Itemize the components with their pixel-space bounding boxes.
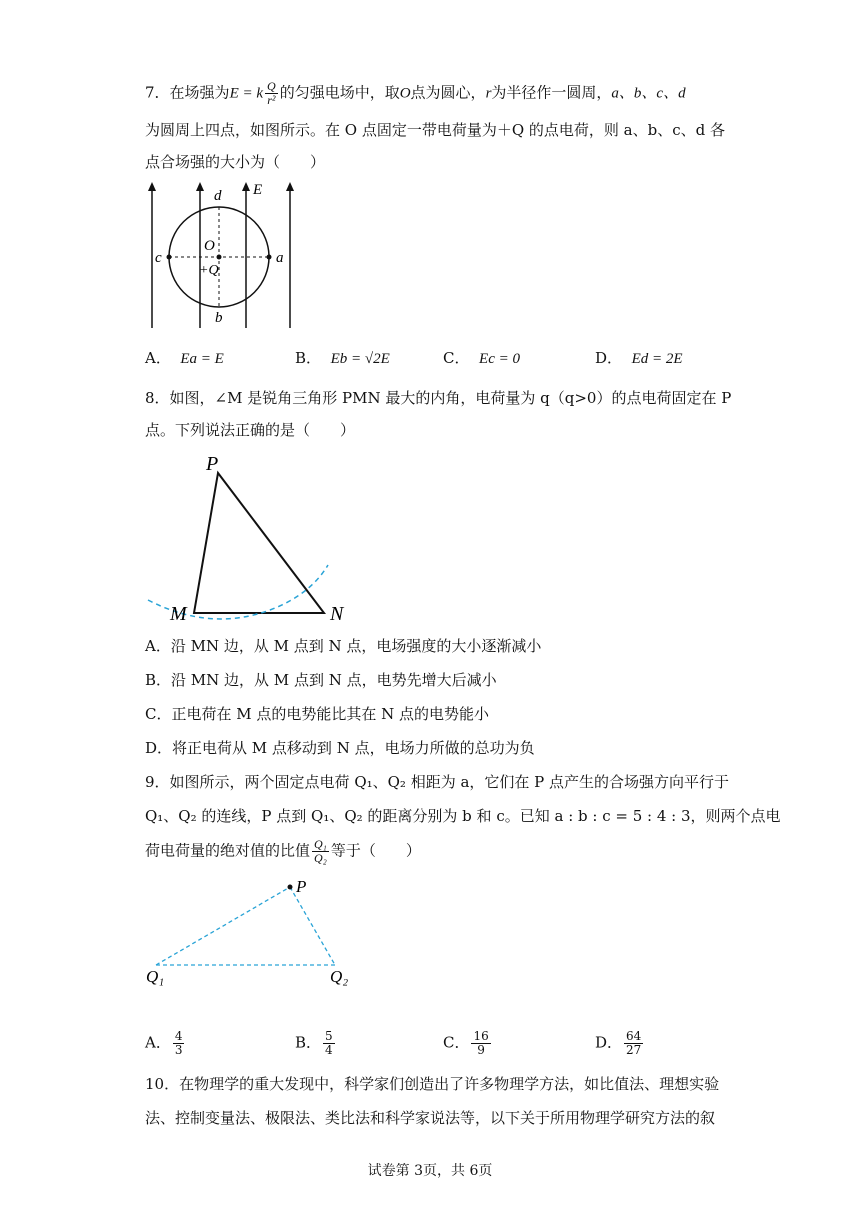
label-P: P xyxy=(206,453,219,475)
label-plus-Q: +Q xyxy=(199,263,219,278)
q10-line-2: 法、控制变量法、极限法、类比法和科学家说法等，以下关于所用物理学研究方法的叙 xyxy=(145,1109,716,1127)
point-c xyxy=(167,255,172,260)
arrow-up-icon xyxy=(242,182,250,191)
fraction-numerator: 64 xyxy=(626,1029,642,1043)
q7-text: 点为圆心， xyxy=(410,83,486,102)
label-c: c xyxy=(155,250,162,266)
q9-line-3 xyxy=(145,838,421,865)
q9-option-d[interactable] xyxy=(595,1030,645,1057)
q7-text: 为半径作一圆周， xyxy=(491,83,612,102)
option-fraction xyxy=(323,1030,335,1057)
var-abcd: a、b、c、d xyxy=(611,85,686,102)
q8-line-1: 8．如图，∠M 是锐角三角形 PMN 最大的内角，电荷量为 q（q>0）的点电荷固定在 P xyxy=(145,389,732,407)
option-label: C． xyxy=(443,349,470,367)
arrow-up-icon xyxy=(148,182,156,191)
label-E: E xyxy=(253,182,263,198)
option-label: A． xyxy=(145,349,171,367)
q9-text: 荷电荷量的绝对值的比值 xyxy=(145,841,311,860)
option-fraction xyxy=(471,1030,490,1057)
q7-option-b[interactable] xyxy=(295,348,390,369)
option-label: B． xyxy=(295,1033,322,1052)
var-r: r xyxy=(485,85,492,102)
q9-text: 等于（ ） xyxy=(330,841,421,860)
point-P xyxy=(288,885,293,890)
q7-line-1 xyxy=(145,80,686,107)
q9-charges-figure xyxy=(140,872,370,992)
dashed-Q1-P xyxy=(156,887,290,965)
option-text: Ea = E xyxy=(180,351,224,367)
fraction-denominator: 3 xyxy=(174,1043,183,1057)
fraction-denominator: Q₂ xyxy=(314,851,327,865)
label-Q2: Q₂ xyxy=(330,967,349,986)
fraction-numerator: Q₁ xyxy=(314,837,327,851)
q8-line-2: 点。下列说法正确的是（ ） xyxy=(145,421,356,439)
center-point xyxy=(217,255,222,260)
label-M: M xyxy=(170,603,187,625)
q7-option-c[interactable] xyxy=(443,348,520,369)
fraction-denominator: r² xyxy=(267,93,276,107)
label-d: d xyxy=(214,188,222,204)
fraction-denominator: 27 xyxy=(626,1043,642,1057)
q8-option-c[interactable]: C．正电荷在 M 点的电势能比其在 N 点的电势能小 xyxy=(145,705,490,723)
option-label: B． xyxy=(295,349,322,367)
q8-triangle-figure xyxy=(140,450,360,625)
q9-line-2: Q₁、Q₂ 的连线，P 点到 Q₁、Q₂ 的距离分别为 b 和 c。已知 a : b : c = 5 : 4 : 3，则两个点电 xyxy=(145,807,781,825)
fraction-numerator: 16 xyxy=(473,1029,489,1043)
q7-number: 7． xyxy=(145,83,170,102)
q9-fraction xyxy=(312,838,329,865)
arrow-up-icon xyxy=(196,182,204,191)
label-b: b xyxy=(215,310,223,326)
dashed-P-Q2 xyxy=(290,887,335,965)
q9-option-c[interactable] xyxy=(443,1030,493,1057)
option-label: C． xyxy=(443,1033,470,1052)
q7-line-3: 点合场强的大小为（ ） xyxy=(145,153,326,171)
option-text: Ec = 0 xyxy=(479,351,520,367)
q7-option-d[interactable] xyxy=(595,348,683,369)
formula-fraction xyxy=(265,80,278,107)
q9-option-b[interactable] xyxy=(295,1030,337,1057)
option-label: D． xyxy=(595,349,623,367)
option-text: Ed = 2E xyxy=(631,351,683,367)
fraction-denominator: 4 xyxy=(325,1043,333,1057)
fraction-numerator: 5 xyxy=(325,1029,333,1043)
option-text: Eb = √2E xyxy=(330,351,390,367)
formula-E: E xyxy=(229,85,239,102)
q10-line-1: 10．在物理学的重大发现中，科学家们创造出了许多物理学方法，如比值法、理想实验 xyxy=(145,1075,720,1093)
q7-line-2: 为圆周上四点，如图所示。在 O 点固定一带电荷量为＋Q 的点电荷，则 a、b、c、d 各 xyxy=(145,121,725,139)
q7-field-figure xyxy=(140,178,310,334)
formula-eq: = k xyxy=(238,85,264,102)
page-footer: 试卷第 3页，共 6页 xyxy=(367,1163,493,1179)
option-label: D． xyxy=(595,1033,623,1052)
label-P: P xyxy=(296,877,307,896)
var-O: O xyxy=(399,85,411,102)
q7-option-a[interactable] xyxy=(145,348,224,369)
q8-option-a[interactable]: A．沿 MN 边，从 M 点到 N 点，电场强度的大小逐渐减小 xyxy=(145,637,542,655)
point-a xyxy=(267,255,272,260)
q9-option-a[interactable] xyxy=(145,1030,186,1057)
label-O: O xyxy=(204,238,215,254)
q7-text: 的匀强电场中，取 xyxy=(279,83,400,102)
label-Q1: Q₁ xyxy=(146,967,165,986)
option-label: A． xyxy=(145,1033,171,1052)
fraction-numerator: 4 xyxy=(174,1029,183,1043)
q8-option-b[interactable]: B．沿 MN 边，从 M 点到 N 点，电势先增大后减小 xyxy=(145,671,497,689)
label-a: a xyxy=(276,250,284,266)
q8-option-d[interactable]: D．将正电荷从 M 点移动到 N 点，电场力所做的总功为负 xyxy=(145,739,535,757)
label-N: N xyxy=(330,603,344,625)
arrow-up-icon xyxy=(286,182,294,191)
q7-text: 在场强为 xyxy=(169,83,230,102)
q9-line-1: 9．如图所示，两个固定点电荷 Q₁、Q₂ 相距为 a，它们在 P 点产生的合场强方向平行于 xyxy=(145,773,730,791)
fraction-numerator: Q xyxy=(267,79,276,93)
fraction-denominator: 9 xyxy=(477,1043,485,1057)
option-fraction xyxy=(173,1030,185,1057)
option-fraction xyxy=(624,1030,643,1057)
